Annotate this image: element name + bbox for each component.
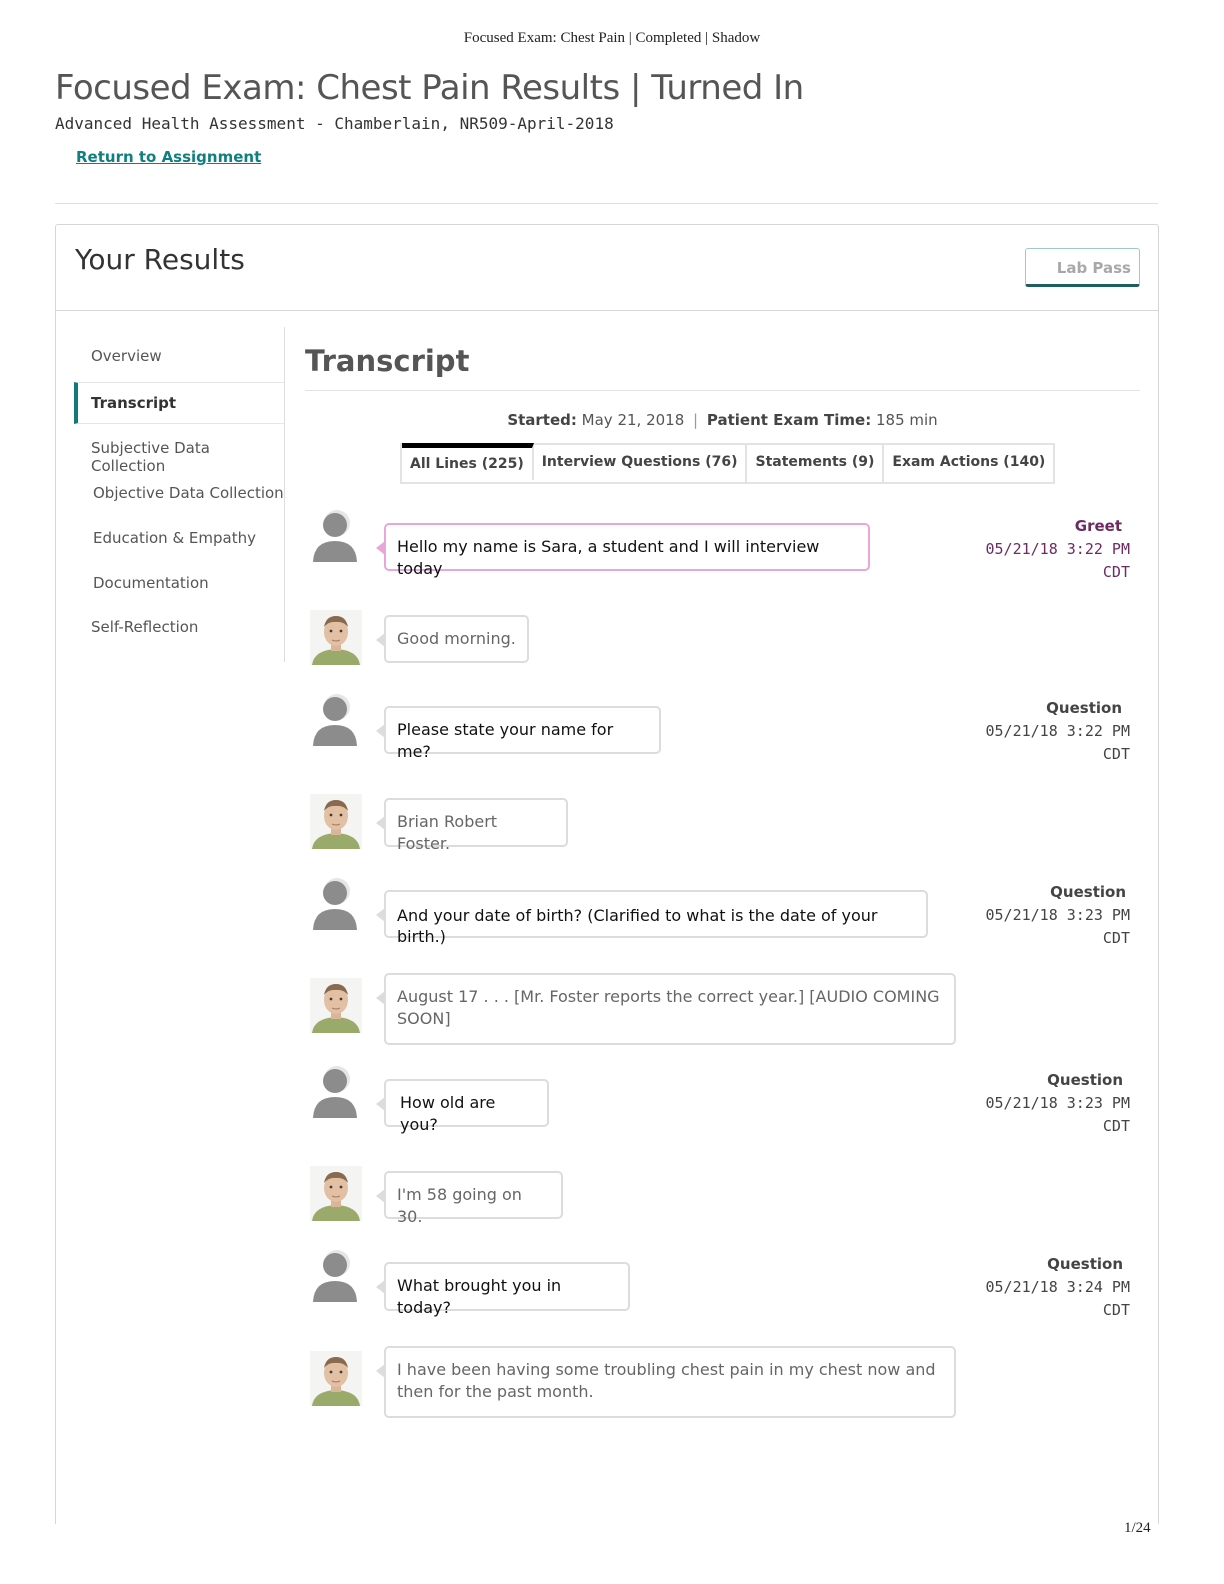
- line-date: 05/21/18 3:22 PM: [985, 722, 1130, 740]
- tab-statements[interactable]: Statements (9): [747, 445, 884, 482]
- started-label: Started:: [507, 411, 577, 429]
- line-timezone: CDT: [1102, 929, 1130, 947]
- line-timestamp: [986, 697, 1131, 766]
- sidebar-item-label: Subjective Data Collection: [91, 439, 210, 475]
- started-value: May 21, 2018: [581, 411, 685, 429]
- patient-avatar-icon: [310, 1351, 362, 1406]
- line-timezone: CDT: [1102, 1301, 1130, 1319]
- line-timestamp: [986, 1069, 1131, 1138]
- line-timezone: CDT: [1102, 745, 1130, 763]
- lab-pass-button[interactable]: Lab Pass: [1025, 248, 1140, 287]
- sidebar-item-label: Education & Empathy: [93, 529, 256, 547]
- results-title: Your Results: [75, 243, 245, 276]
- transcript-title: Transcript: [305, 344, 470, 378]
- exam-time-value: 185 min: [876, 411, 938, 429]
- patient-avatar-icon: [310, 978, 362, 1033]
- meta-separator: |: [693, 411, 699, 429]
- line-kind-label: Greet: [1074, 517, 1122, 535]
- student-avatar-icon: [310, 873, 362, 928]
- tab-all-lines[interactable]: All Lines (225): [402, 443, 534, 480]
- line-timezone: CDT: [1102, 1117, 1130, 1135]
- print-header: Focused Exam: Chest Pain | Completed | Shadow: [463, 30, 761, 46]
- sidebar-item-label: Objective Data Collection: [93, 484, 284, 502]
- sidebar-item-label: Self-Reflection: [91, 618, 199, 636]
- exam-time-label: Patient Exam Time:: [706, 411, 872, 429]
- line-timestamp: [986, 1253, 1131, 1322]
- student-message-bubble: Hello my name is Sara, a student and I will interview today: [384, 523, 870, 571]
- line-date: 05/21/18 3:23 PM: [985, 1094, 1130, 1112]
- page-number: 1/24: [1124, 1520, 1151, 1536]
- student-avatar-icon: [310, 505, 362, 560]
- line-timestamp: [986, 515, 1131, 584]
- sidebar-item-label: Documentation: [93, 574, 209, 592]
- patient-message-bubble: I have been having some troubling chest pain in my chest now and then for the past month.: [384, 1346, 956, 1418]
- transcript-filter-tabs: [400, 443, 1055, 484]
- student-message-bubble: Please state your name for me?: [384, 706, 661, 754]
- line-kind-label: Question: [1047, 1071, 1123, 1089]
- tab-exam-actions[interactable]: Exam Actions (140): [884, 445, 1053, 482]
- patient-message-bubble: August 17 . . . [Mr. Foster reports the correct year.] [AUDIO COMING SOON]: [384, 973, 956, 1045]
- line-timezone: CDT: [1102, 563, 1130, 581]
- line-date: 05/21/18 3:23 PM: [985, 906, 1130, 924]
- line-date: 05/21/18 3:22 PM: [985, 540, 1130, 558]
- student-message-bubble: And your date of birth? (Clarified to what is the date of your birth.): [384, 890, 928, 938]
- line-kind-label: Question: [1047, 1255, 1123, 1273]
- line-kind-label: Question: [1046, 699, 1122, 717]
- patient-avatar-icon: [310, 1166, 362, 1221]
- tab-interview-questions[interactable]: Interview Questions (76): [534, 445, 748, 482]
- return-to-assignment-link[interactable]: Return to Assignment: [76, 148, 262, 166]
- patient-message-bubble: I'm 58 going on 30.: [384, 1171, 563, 1219]
- exam-meta: [305, 411, 1140, 429]
- header-divider: [55, 203, 1158, 204]
- patient-message-bubble: Good morning.: [384, 615, 529, 663]
- student-message-bubble: What brought you in today?: [384, 1262, 630, 1311]
- line-timestamp: [986, 881, 1131, 950]
- student-avatar-icon: [310, 1061, 362, 1116]
- patient-avatar-icon: [310, 794, 362, 849]
- patient-message-bubble: Brian Robert Foster.: [384, 798, 568, 847]
- line-date: 05/21/18 3:24 PM: [985, 1278, 1130, 1296]
- page-title: Focused Exam: Chest Pain Results | Turned In: [55, 68, 804, 108]
- student-message-bubble: How old are you?: [384, 1079, 549, 1127]
- line-kind-label: Question: [1050, 883, 1126, 901]
- sidebar-item-transcript[interactable]: [74, 382, 284, 424]
- transcript-divider: [305, 390, 1140, 391]
- patient-avatar-icon: [310, 610, 362, 665]
- student-avatar-icon: [310, 689, 362, 744]
- results-sidebar: [74, 327, 285, 662]
- course-subtitle: Advanced Health Assessment - Chamberlain, NR509-April-2018: [55, 114, 614, 133]
- sidebar-item-label: Overview: [91, 347, 162, 365]
- student-avatar-icon: [310, 1245, 362, 1300]
- sidebar-item-label: Transcript: [91, 394, 177, 412]
- results-card-header: [56, 225, 1158, 311]
